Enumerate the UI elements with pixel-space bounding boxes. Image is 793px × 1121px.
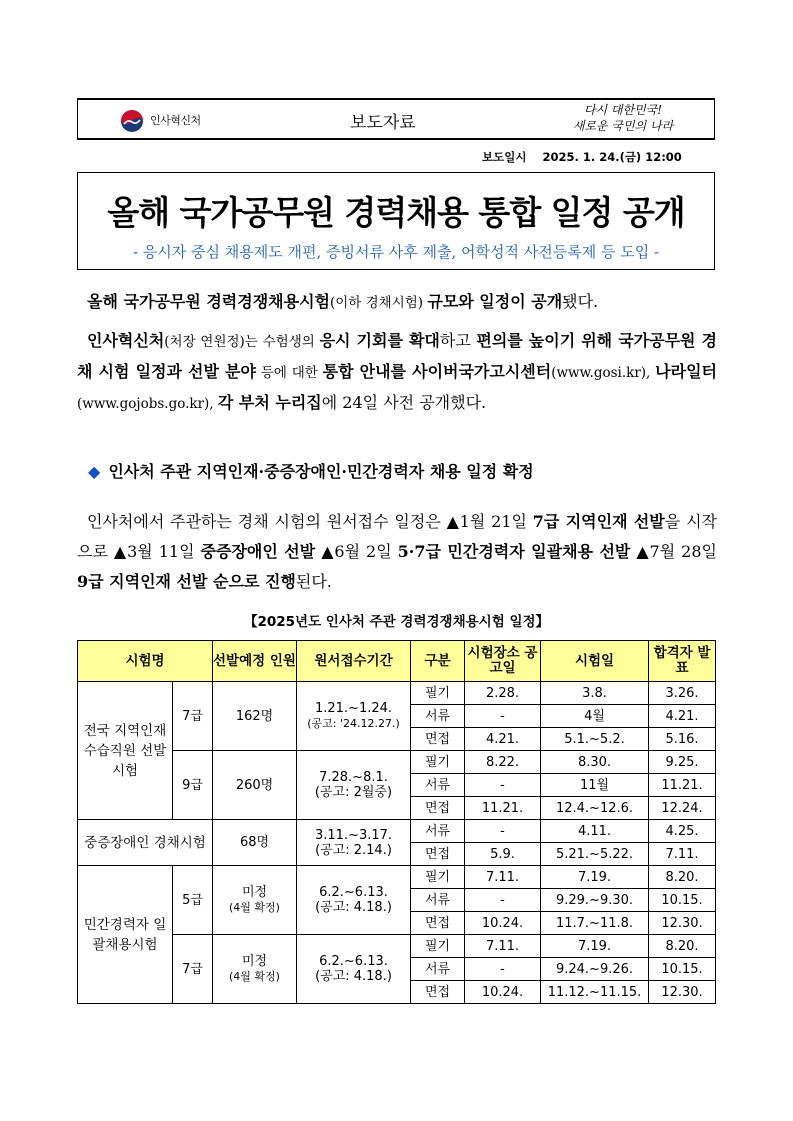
table-cell: 면접 xyxy=(411,912,465,935)
table-cell: 7.19. xyxy=(541,935,649,958)
table-cell: 5.1.~5.2. xyxy=(541,728,649,751)
org-name: 인사혁신처 xyxy=(150,114,201,127)
header-notice: 시험장소 공고일 xyxy=(465,641,541,682)
p2-bold-1: 인사혁신처 xyxy=(87,331,165,350)
p2-text-1: (처장 연원정)는 수험생의 xyxy=(164,334,320,350)
header-planned: 선발예정 인원 xyxy=(213,641,297,682)
p3-text-1: 인사처에서 주관하는 경채 시험의 원서접수 일정은 ▲1월 21일 xyxy=(87,512,533,531)
section-heading-text: 인사처 주관 지역인재·중증장애인·민간경력자 채용 일정 확정 xyxy=(108,462,534,481)
table-cell: 4월 xyxy=(541,705,649,728)
p1-text-1: (이하 경채시험) xyxy=(329,295,428,311)
table-row xyxy=(78,682,716,705)
table-cell: 9.25. xyxy=(649,751,716,774)
paragraph-2 xyxy=(77,326,717,419)
table-cell: - xyxy=(465,705,541,728)
release-datetime xyxy=(482,149,682,165)
p2-bold-5: 나라일터 xyxy=(655,362,717,381)
p2-text-6: 에 24일 사전 공개했다. xyxy=(321,393,487,412)
table-cell: 면접 xyxy=(411,797,465,820)
count-cell: 미정 (4월 확정) xyxy=(213,935,297,1004)
p2-bold-6: 각 부처 누리집 xyxy=(217,393,322,412)
p1-text-2: 됐다. xyxy=(562,292,599,311)
p2-text-5: (www.gojobs.go.kr), xyxy=(77,396,218,412)
grade-cell: 5급 xyxy=(173,866,213,935)
table-cell: 11.21. xyxy=(649,774,716,797)
table-cell: 5.9. xyxy=(465,843,541,866)
p1-bold-1: 올해 국가공무원 경력경쟁채용시험 xyxy=(87,292,330,311)
p3-bold-2: 중증장애인 선발 xyxy=(200,542,316,561)
p1-bold-2: 규모와 일정이 공개 xyxy=(427,292,563,311)
release-label: 보도일시 xyxy=(482,150,527,164)
p2-text-2: 하고 xyxy=(439,331,477,350)
table-cell: 5.16. xyxy=(649,728,716,751)
paragraph-3 xyxy=(77,507,717,597)
table-cell: 8.20. xyxy=(649,866,716,889)
period-cell: 3.11.~3.17. (공고: 2.14.) xyxy=(297,820,411,866)
table-cell: 서류 xyxy=(411,705,465,728)
header-exam: 시험명 xyxy=(78,641,213,682)
table-cell: 면접 xyxy=(411,843,465,866)
table-cell: 서류 xyxy=(411,889,465,912)
table-cell: 4.21. xyxy=(649,705,716,728)
table-cell: 12.30. xyxy=(649,912,716,935)
table-cell: 12.30. xyxy=(649,981,716,1004)
table-cell: - xyxy=(465,958,541,981)
period-cell: 1.21.~1.24. (공고: '24.12.27.) xyxy=(297,682,411,751)
grade-cell: 7급 xyxy=(173,682,213,751)
slogan xyxy=(538,102,708,138)
p3-text-2: 을 시작으로 ▲3월 11일 xyxy=(77,512,717,561)
exam-name-regional: 전국 지역인재 수습직원 선발시험 xyxy=(78,682,173,820)
table-cell: 12.24. xyxy=(649,797,716,820)
table-cell: 4.25. xyxy=(649,820,716,843)
table-cell: 서류 xyxy=(411,820,465,843)
exam-name-disabled: 중증장애인 경채시험 xyxy=(78,820,213,866)
table-cell: 필기 xyxy=(411,866,465,889)
table-cell: 11월 xyxy=(541,774,649,797)
grade-cell: 9급 xyxy=(173,751,213,820)
p3-text-3: ▲6월 2일 xyxy=(315,542,398,561)
header-result: 합격자 발표 xyxy=(649,641,716,682)
release-value: 2025. 1. 24.(금) 12:00 xyxy=(542,150,682,164)
table-cell: 7.19. xyxy=(541,866,649,889)
table-cell: 서류 xyxy=(411,958,465,981)
table-cell: - xyxy=(465,889,541,912)
government-logo-icon xyxy=(120,109,144,133)
table-cell: 필기 xyxy=(411,935,465,958)
p3-text-5: 된다. xyxy=(295,572,332,591)
paragraph-1 xyxy=(77,287,717,318)
press-header xyxy=(77,98,715,140)
table-cell: 9.29.~9.30. xyxy=(541,889,649,912)
table-cell: 8.20. xyxy=(649,935,716,958)
title-box xyxy=(77,172,715,270)
table-cell: 10.15. xyxy=(649,958,716,981)
table-cell: - xyxy=(465,820,541,843)
p3-bold-3: 5·7급 민간경력자 일괄채용 선발 xyxy=(397,542,631,561)
table-cell: 서류 xyxy=(411,774,465,797)
table-cell: 3.26. xyxy=(649,682,716,705)
table-row xyxy=(78,751,716,774)
count-cell: 68명 xyxy=(213,820,297,866)
table-cell: 4.21. xyxy=(465,728,541,751)
exam-name-private: 민간경력자 일괄채용시험 xyxy=(78,866,173,1004)
table-cell: 필기 xyxy=(411,751,465,774)
main-title: 올해 국가공무원 경력채용 통합 일정 공개 xyxy=(107,193,685,232)
period-cell: 6.2.~6.13. (공고: 4.18.) xyxy=(297,866,411,935)
header-period: 원서접수기간 xyxy=(297,641,411,682)
table-cell: 9.24.~9.26. xyxy=(541,958,649,981)
table-cell: 7.11. xyxy=(649,843,716,866)
table-cell: 5.21.~5.22. xyxy=(541,843,649,866)
table-cell: 7.11. xyxy=(465,866,541,889)
period-cell: 6.2.~6.13. (공고: 4.18.) xyxy=(297,935,411,1004)
table-row xyxy=(78,866,716,889)
table-cell: 3.8. xyxy=(541,682,649,705)
exam-schedule-table xyxy=(77,640,716,1004)
table-cell: 12.4.~12.6. xyxy=(541,797,649,820)
table-cell: 필기 xyxy=(411,682,465,705)
table-cell: 2.28. xyxy=(465,682,541,705)
table-cell: 면접 xyxy=(411,981,465,1004)
table-cell: 10.24. xyxy=(465,912,541,935)
p3-bold-1: 7급 지역인재 선발 xyxy=(532,512,665,531)
grade-cell: 7급 xyxy=(173,935,213,1004)
table-cell: 11.21. xyxy=(465,797,541,820)
table-title: 【2025년도 인사처 주관 경력경쟁채용시험 일정】 xyxy=(243,614,550,630)
sub-title: - 응시자 중심 채용제도 개편, 증빙서류 사후 제출, 어학성적 사전등록제 등 도입 - xyxy=(132,243,660,261)
header-date: 시험일 xyxy=(541,641,649,682)
p2-bold-4: 통합 안내를 사이버국가고시센터 xyxy=(322,362,552,381)
p2-bold-3: 편의를 높이기 위해 국가공무원 경채 시험 일정과 선발 분야 xyxy=(77,331,717,381)
table-cell: 11.12.~11.15. xyxy=(541,981,649,1004)
table-cell: 면접 xyxy=(411,728,465,751)
count-cell: 미정 (4월 확정) xyxy=(213,866,297,935)
slogan-line1: 다시 대한민국! xyxy=(583,103,663,117)
table-cell: 8.30. xyxy=(541,751,649,774)
slogan-line2: 새로운 국민의 나라 xyxy=(572,119,674,133)
press-release-label: 보도자료 xyxy=(350,113,416,133)
p2-text-4: (www.gosi.kr), xyxy=(551,365,656,381)
p3-text-4: ▲7월 28일 xyxy=(630,542,717,561)
table-cell: 7.11. xyxy=(465,935,541,958)
table-row xyxy=(78,820,716,843)
diamond-bullet-icon: ◆ xyxy=(88,462,101,481)
p3-bold-4: 9급 지역인재 선발 순으로 진행 xyxy=(77,572,296,591)
p2-text-3: 등에 대한 xyxy=(255,365,323,381)
table-cell: 11.7.~11.8. xyxy=(541,912,649,935)
table-cell: - xyxy=(465,774,541,797)
table-header-row xyxy=(78,641,716,682)
period-cell: 7.28.~8.1. (공고: 2월중) xyxy=(297,751,411,820)
table-row xyxy=(78,935,716,958)
table-cell: 8.22. xyxy=(465,751,541,774)
table-cell: 10.15. xyxy=(649,889,716,912)
count-cell: 162명 xyxy=(213,682,297,751)
table-cell: 4.11. xyxy=(541,820,649,843)
count-cell: 260명 xyxy=(213,751,297,820)
p2-bold-2: 응시 기회를 확대 xyxy=(319,331,440,350)
header-type: 구분 xyxy=(411,641,465,682)
table-cell: 10.24. xyxy=(465,981,541,1004)
section-heading xyxy=(88,459,534,482)
